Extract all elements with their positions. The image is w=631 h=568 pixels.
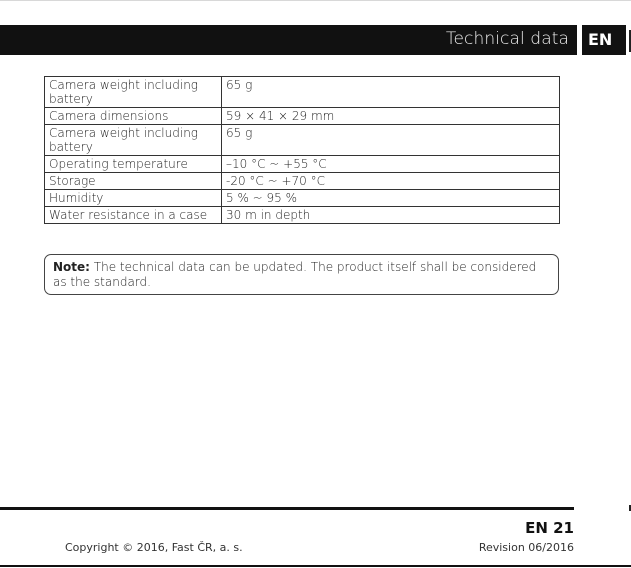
page-number: EN 21: [525, 519, 574, 537]
spec-label: Operating temperature: [45, 156, 222, 173]
revision-text: Revision 06/2016: [478, 541, 574, 554]
spec-label: Humidity: [45, 190, 222, 207]
note-text: The technical data can be updated. The product itself shall be considered as the standard.: [53, 260, 537, 289]
table-row: [45, 156, 560, 173]
page-bottom-edge: [0, 565, 631, 567]
table-row: [45, 207, 560, 224]
spec-value: –10 °C ~ +55 °C: [222, 156, 560, 173]
spec-label: Camera weight including battery: [45, 77, 222, 108]
spec-label: Water resistance in a case: [45, 207, 222, 224]
table-row: [45, 77, 560, 108]
spec-value: 65 g: [222, 125, 560, 156]
note-box: [44, 254, 559, 295]
table-row: [45, 125, 560, 156]
spec-label: Storage: [45, 173, 222, 190]
spec-label: Camera weight including battery: [45, 125, 222, 156]
table-row: [45, 173, 560, 190]
section-title: Technical data: [445, 29, 569, 49]
spec-table: [44, 76, 560, 224]
language-tab: EN: [582, 25, 626, 55]
note-label: Note:: [53, 260, 90, 274]
copyright-text: Copyright © 2016, Fast ČR, a. s.: [65, 541, 243, 554]
spec-value: -20 °C ~ +70 °C: [222, 173, 560, 190]
table-row: [45, 108, 560, 125]
spec-value: 59 × 41 × 29 mm: [222, 108, 560, 125]
header-bar: [0, 25, 577, 55]
footer-rule: [0, 507, 574, 510]
spec-value: 5 % ~ 95 %: [222, 190, 560, 207]
table-row: [45, 190, 560, 207]
page-top-edge: [0, 0, 631, 1]
spec-value: 30 m in depth: [222, 207, 560, 224]
spec-label: Camera dimensions: [45, 108, 222, 125]
spec-value: 65 g: [222, 77, 560, 108]
